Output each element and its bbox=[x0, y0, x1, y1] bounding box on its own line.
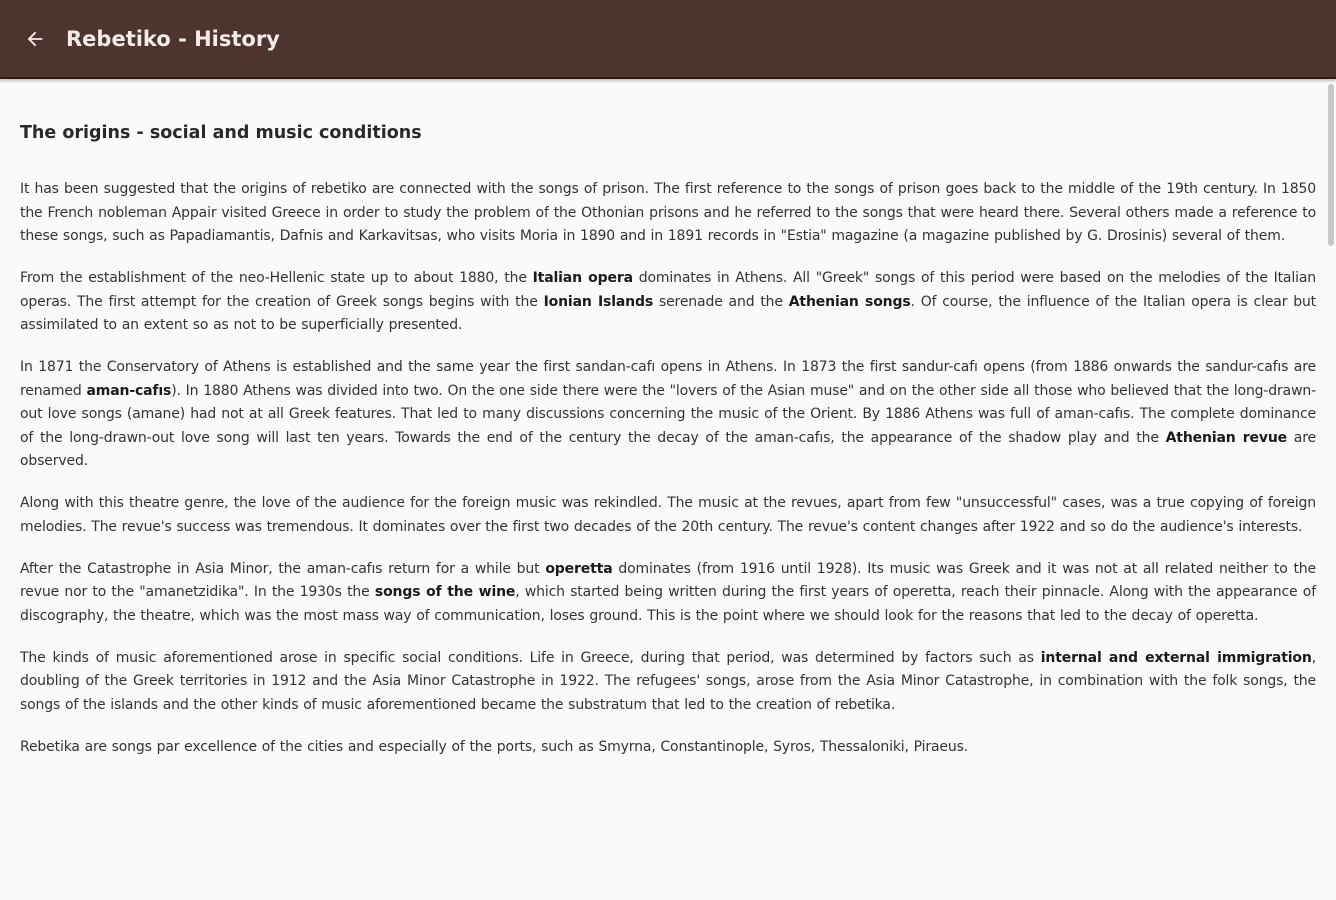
text-segment: After the Catastrophe in Asia Minor, the aman-cafıs return for a while but bbox=[20, 560, 546, 577]
paragraph bbox=[20, 356, 1316, 474]
text-segment: From the establishment of the neo-Hellenic state up to about 1880, the bbox=[20, 270, 533, 286]
text-segment: are observed. bbox=[20, 429, 1317, 469]
text-segment: . Of course, the influence of the Italian opera is clear but assimilated to an extent so as not to be superficially presented. bbox=[20, 293, 1317, 333]
text-segment: , doubling of the Greek territories in 1912 and the Asia Minor Catastrophe in 1922. The refugees' songs, arose from the Asia Minor Catastrophe, in combination with the folk songs, the songs of the islands and the other kinds of music aforementioned became the substratum that led to the creation of rebetika. bbox=[20, 649, 1316, 713]
text-segment: In 1871 the Conservatory of Athens is established and the same year the first sandan-cafı opens in Athens. In 1873 the first sandur-cafı opens (from 1886 onwards the sandur-cafıs are renamed bbox=[20, 359, 1316, 399]
bold-term: songs of the wine bbox=[374, 584, 516, 600]
text-segment: , which started being written during the first years of operetta, reach their pinnacle. Along with the appearance of discography, the theatre, which was the most mass way of communication, loses ground. This is the point where we should look for the reasons that led to the decay of operetta. bbox=[20, 584, 1316, 624]
article-body bbox=[20, 178, 1316, 759]
bold-term: internal and external immigration bbox=[1040, 649, 1312, 666]
app-title: Rebetiko - History bbox=[66, 26, 280, 51]
back-button[interactable] bbox=[20, 24, 50, 54]
text-segment: Along with this theatre genre, the love of the audience for the foreign music was rekindled. The music at the revues, apart from few "unsuccessful" cases, was a true copying of foreign melodies. The revue's success was tremendous. It dominates over the first two decades of the 20th century. The revue's content changes after 1922 and so do the audience's interests. bbox=[20, 495, 1316, 535]
text-segment: The kinds of music aforementioned arose in specific social conditions. Life in Greece, during that period, was determined by factors such as bbox=[20, 649, 1041, 666]
text-segment: serenade and the bbox=[653, 293, 789, 310]
bold-term: Italian opera bbox=[532, 270, 633, 286]
bold-term: Ionian Islands bbox=[543, 293, 654, 310]
article bbox=[20, 79, 1316, 778]
bold-term: operetta bbox=[545, 560, 613, 577]
paragraph bbox=[20, 267, 1316, 338]
text-segment: ). In 1880 Athens was divided into two. On the one side there were the "lovers of the Asian muse" and on the other side all those who believed that the long-drawn-out love songs (amane) had not at all Greek features. That led to many discussions concerning the music of the Orient. By 1886 Athens was full of aman-cafıs. The complete dominance of the long-drawn-out love song will last ten years. Towards the end of the century the decay of the aman-cafıs, the appearance of the shadow play and the bbox=[20, 382, 1316, 446]
text-segment: It has been suggested that the origins of rebetiko are connected with the songs of prison. The first reference to the songs of prison goes back to the middle of the 19th century. In 1850 the French nobleman Appair visited Greece in order to study the problem of the Othonian prisons and he referred to the songs that were heard there. Several others made a reference to these songs, such as Papadiamantis, Dafnis and Karkavitsas, who visits Moria in 1890 and in 1891 records in "Estia" magazine (a magazine published by G. Drosinis) several of them. bbox=[20, 181, 1316, 244]
scrollbar-thumb[interactable] bbox=[1328, 84, 1334, 246]
section-heading: The origins - social and music conditions bbox=[20, 123, 422, 143]
bold-term: aman-cafıs bbox=[86, 382, 172, 399]
app-bar bbox=[0, 0, 1336, 79]
text-segment: Rebetika are songs par excellence of the cities and especially of the ports, such as Smyrna, Constantinople, Syros, Thessaloniki, Piraeus. bbox=[20, 738, 969, 755]
arrow-left-icon bbox=[24, 28, 46, 50]
bold-term: Athenian songs bbox=[788, 293, 911, 310]
paragraph bbox=[20, 492, 1316, 539]
paragraph bbox=[20, 178, 1316, 249]
paragraph bbox=[20, 647, 1316, 718]
text-segment: dominates (from 1916 until 1928). Its music was Greek and it was not at all related neither to the revue nor to the "amanetzidika". In the 1930s the bbox=[20, 560, 1316, 600]
paragraph bbox=[20, 736, 1316, 760]
paragraph bbox=[20, 558, 1316, 629]
text-segment: dominates in Athens. All "Greek" songs of this period were based on the melodies of the Italian operas. The first attempt for the creation of Greek songs begins with the bbox=[20, 270, 1316, 310]
bold-term: Athenian revue bbox=[1165, 429, 1288, 446]
